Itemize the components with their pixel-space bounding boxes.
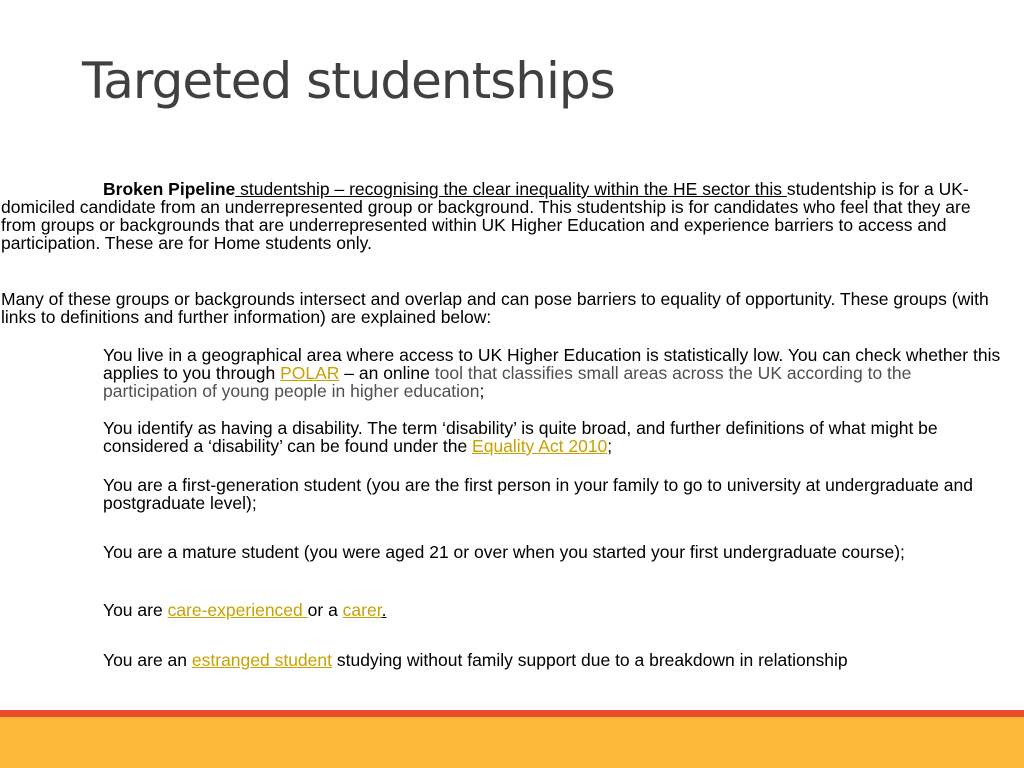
- care-experienced-link[interactable]: care-experienced: [167, 600, 308, 620]
- item-estranged-text: You are an: [103, 650, 192, 670]
- equality-act-link[interactable]: Equality Act 2010: [472, 436, 608, 456]
- item-care: [103, 601, 1003, 619]
- item-care-middle: or a: [307, 600, 343, 620]
- estranged-student-link[interactable]: estranged student: [191, 650, 332, 670]
- item-geo-text: You live in a geographical area where access to UK Higher Education is statistically low. You can check whether this applies to you through: [103, 345, 1001, 383]
- intro-body-text: studentship is for a UK-domiciled candidate from an underrepresented group or background. This studentship is for candidates who feel that they are from groups or backgrounds that are underrepresented within UK Higher Education and experience barriers to access and participation. These are for Home students only.: [1, 179, 971, 253]
- item-first-generation: You are a first-generation student (you are the first person in your family to go to university at undergraduate and postgraduate level);: [103, 475, 973, 513]
- footer-red-stripe: [0, 710, 1024, 717]
- item-geo-tool-description: tool that classifies small areas across the UK according to the participation of young people in higher education: [103, 363, 912, 401]
- item-geo-end: ;: [479, 381, 485, 401]
- footer-orange-band: [0, 717, 1024, 768]
- item-geo-middle: – an online: [339, 363, 435, 383]
- item-geographical-area: [103, 346, 1003, 400]
- item-care-end: .: [381, 600, 387, 620]
- item-disability: [103, 419, 1003, 455]
- item-disability-text: You identify as having a disability. The term ‘disability’ is quite broad, and further definitions of what might be considered a ‘disability’ can be found under the: [103, 418, 938, 456]
- intro-paragraph: [1, 180, 1001, 252]
- item-care-text: You are: [103, 600, 168, 620]
- item-disability-end: ;: [607, 436, 613, 456]
- intro-lead-text: studentship – recognising the clear inequality within the HE sector this: [235, 179, 787, 199]
- item-mature-student: You are a mature student (you were aged 21 or over when you started your first undergraduate course);: [103, 542, 905, 562]
- slide-title: Targeted studentships: [82, 52, 615, 110]
- polar-link[interactable]: POLAR: [280, 363, 340, 383]
- groups-intro-paragraph: Many of these groups or backgrounds intersect and overlap and can pose barriers to equality of opportunity. These groups (with links to definitions and further information) are explained below:: [1, 289, 989, 327]
- item-estranged: [103, 651, 1003, 669]
- broken-pipeline-label: Broken Pipeline: [103, 179, 236, 199]
- item-estranged-after: studying without family support due to a breakdown in relationship: [332, 650, 848, 670]
- carer-link[interactable]: carer: [342, 600, 382, 620]
